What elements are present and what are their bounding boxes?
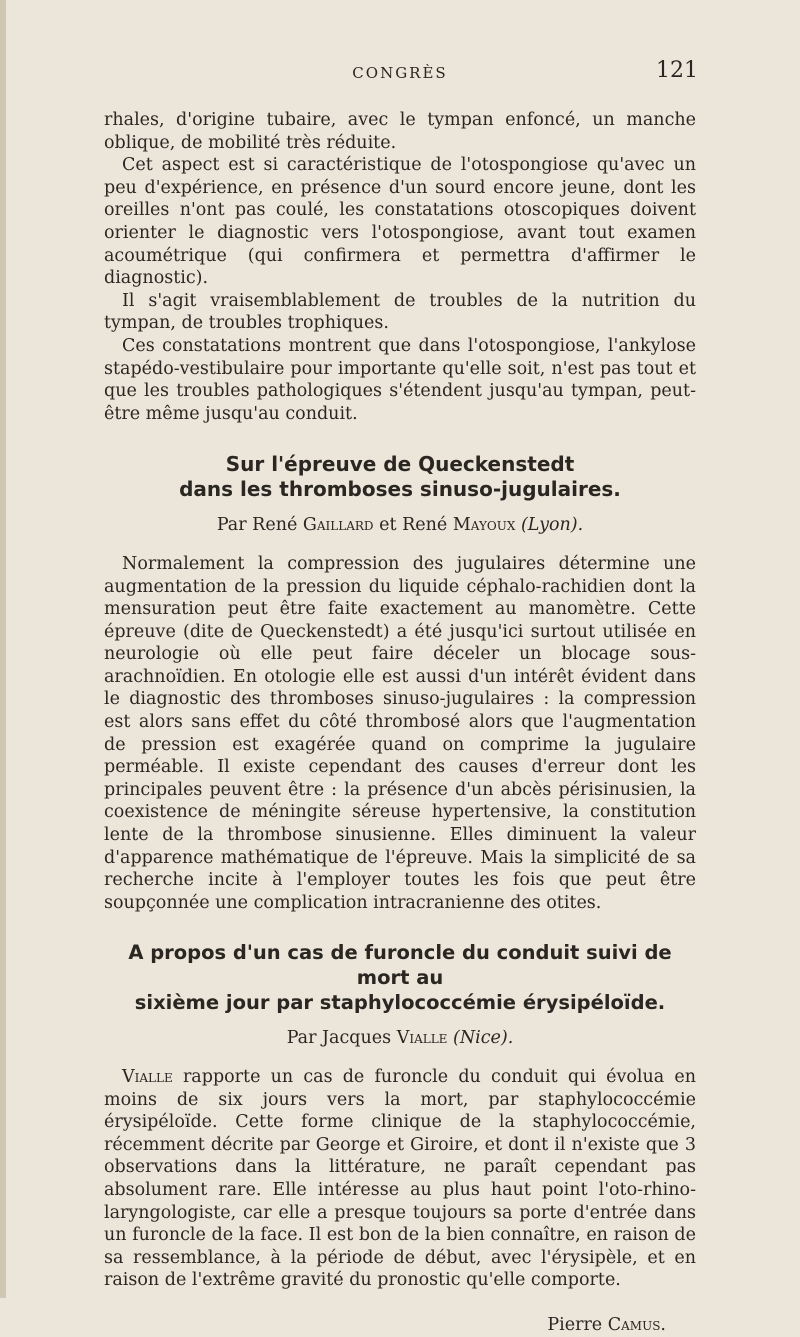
author-city: (Lyon). — [520, 515, 584, 536]
continuation-paragraph-4: Ces constatations montrent que dans l'otospongiose, l'ankylose stapédo-vestibulaire pour importante qu'elle soit, n'est pas tout et que les troubles pathologiques s'étendent jusqu'au tympan, peut-être même jusqu'au conduit. — [104, 335, 696, 424]
article-2-title-line-2: sixième jour par staphylococcémie érysipéloïde. — [134, 991, 666, 1015]
lead-author-name: Vialle — [122, 1067, 173, 1087]
running-title: CONGRÈS — [352, 64, 448, 82]
article-1-title-line-1: Sur l'épreuve de Queckenstedt — [225, 452, 575, 477]
byline-conjunction: et René — [379, 515, 448, 536]
continuation-paragraph-2: Cet aspect est si caractéristique de l'otospongiose qu'avec un peu d'expérience, en présence d'un sourd encore jeune, dont les oreilles n'ont pas coulé, les constatations otoscopiques doivent orienter le diagnostic vers l'otospongiose, avant tout examen acoumétrique (qui confirmera et permettra d'affirmer le diagnostic). — [104, 155, 696, 289]
running-head — [104, 58, 696, 92]
article-2-paragraph — [104, 1066, 696, 1292]
article-1-paragraph: Normalement la compression des jugulaires détermine une augmentation de la pression du liquide céphalo-rachidien dont la mensuration peut être faite exactement au manomètre. Cette épreuve (dite de Queckenstedt) a été jusqu'ici surtout utilisée en neurologie où elle peut faire déceler un blocage sous-arachnoïdien. En otologie elle est aussi d'un intérêt évident dans le diagnostic des thromboses sinuso-jugulaires : la compression est alors sans effet du côté thrombosé alors que l'augmentation de pression est exagérée quand on comprime la jugulaire perméable. Il existe cependant des causes d'erreur dont les principales peuvent être : la présence d'un abcès périsinusien, la coexistence de méningite séreuse hypertensive, la constitution lente de la thrombose sinusienne. Elles diminuent la valeur d'apparence mathématique de l'épreuve. Mais la simplicité de sa recherche incite à l'employer toutes les fois que peut être soupçonnée une complication intracranienne des otites. — [104, 553, 696, 913]
page-binding-edge — [0, 0, 6, 1298]
article-2-title-line-1: A propos d'un cas de furoncle du conduit suivi de mort au — [128, 941, 672, 990]
continuation-paragraph-1: rhales, d'origine tubaire, avec le tympan enfoncé, un manche oblique, de mobilité très réduite. — [104, 110, 696, 153]
author-gaillard: Gaillard — [302, 515, 374, 536]
article-2-paragraph-text: rapporte un cas de furoncle du conduit qui évolua en moins de six jours vers la mort, par staphylococcémie érysipéloïde. Cette forme clinique de la staphylococcémie, récemment décrite par George et Giroire, et dont il n'existe que 3 observations dans la littérature, ne paraît cependant pas absolument rare. Elle intéresse au plus haut point l'oto-rhino-laryngologiste, car elle a presque toujours sa porte d'entrée dans un furoncle de la face. Il est bon de la bien connaître, en raison de sa ressemblance, à la période de début, avec l'érysipèle, et en raison de l'extrême gravité du pronostic qu'elle comporte. — [104, 1067, 696, 1291]
signature — [104, 1314, 696, 1337]
article-1-title-line-2: dans les thromboses sinuso-jugulaires. — [179, 477, 621, 502]
signature-first-name: Pierre — [547, 1314, 603, 1335]
signature-last-name: Camus. — [607, 1314, 666, 1335]
author-city: (Nice). — [453, 1028, 514, 1049]
byline-prefix: Par Jacques — [286, 1028, 392, 1049]
page-number: 121 — [656, 58, 698, 83]
author-mayoux: Mayoux — [452, 515, 516, 536]
byline-prefix: Par René — [216, 515, 298, 536]
continuation-paragraph-3: Il s'agit vraisemblablement de troubles de la nutrition du tympan, de troubles trophiques. — [104, 290, 696, 334]
author-vialle: Vialle — [396, 1028, 448, 1049]
article-2-title — [104, 940, 696, 1015]
article-2-byline — [104, 1027, 696, 1050]
article-1-byline — [104, 514, 696, 537]
body-text — [104, 109, 696, 1337]
article-1-title — [104, 452, 696, 502]
